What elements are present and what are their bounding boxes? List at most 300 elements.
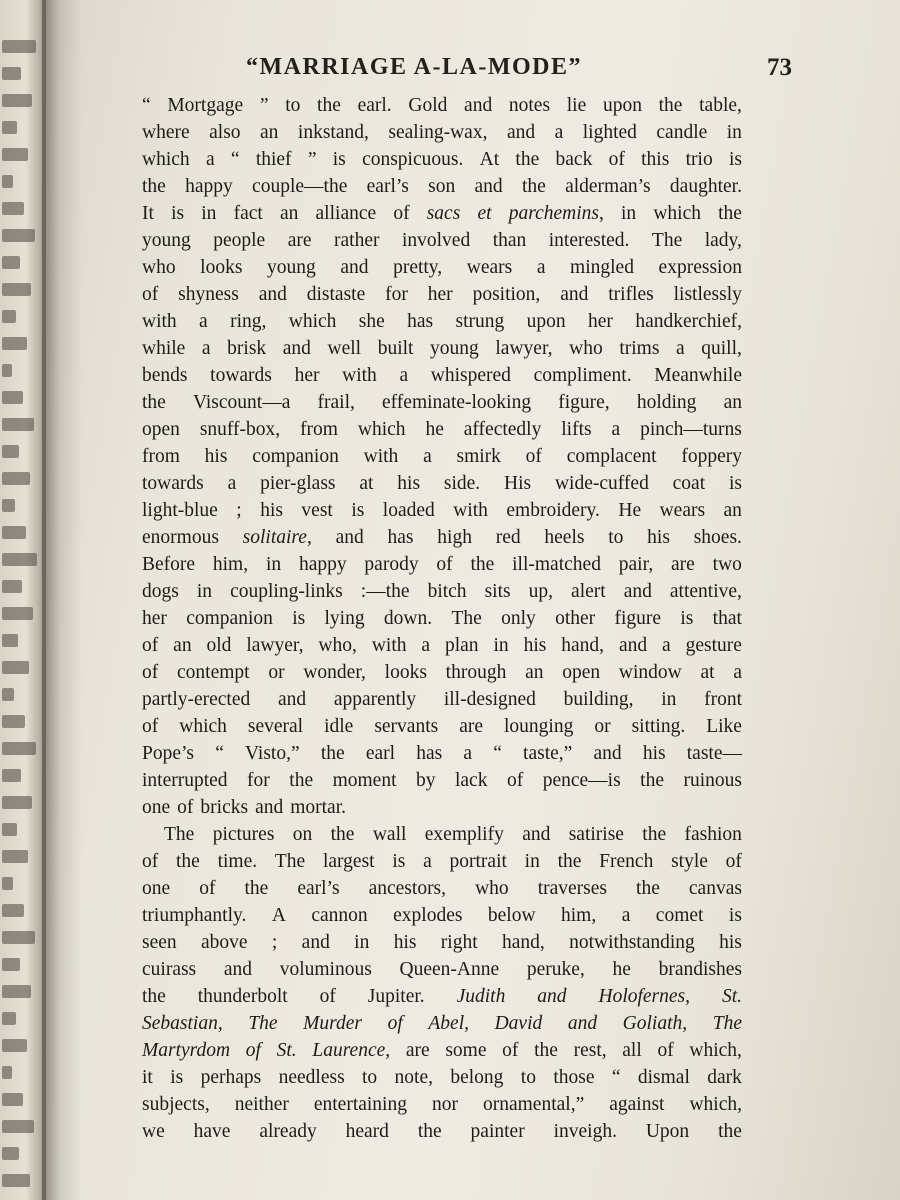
word: people xyxy=(213,230,266,251)
word: perhaps xyxy=(200,1067,262,1088)
word: sitting. xyxy=(631,716,686,737)
word: parody xyxy=(364,554,419,575)
word: are xyxy=(459,716,484,737)
word: Meanwhile xyxy=(654,365,742,386)
word: several xyxy=(247,716,304,737)
word: while xyxy=(142,338,186,359)
text-line xyxy=(142,146,742,173)
word: his xyxy=(719,932,742,953)
word: Visto,” xyxy=(245,743,300,764)
word: trims xyxy=(619,338,660,359)
facing-page-text-fragment xyxy=(2,121,17,134)
word: the xyxy=(521,176,546,197)
word: red xyxy=(495,527,521,548)
word: right xyxy=(440,932,478,953)
word: vest xyxy=(301,500,333,521)
word: candle xyxy=(656,122,708,143)
word: a xyxy=(205,149,215,170)
facing-page-text-fragment xyxy=(2,877,13,890)
word: one xyxy=(142,878,171,899)
running-head xyxy=(246,54,792,88)
word: who xyxy=(475,878,509,899)
word: Gold xyxy=(408,95,448,116)
word: interrupted xyxy=(142,770,228,791)
word: a xyxy=(421,635,431,656)
word: Like xyxy=(706,716,742,737)
word: “ xyxy=(142,95,151,116)
word: parchemins, xyxy=(508,203,604,224)
word: and xyxy=(340,257,369,278)
word: the xyxy=(142,986,166,1007)
word: enormous xyxy=(142,527,219,548)
word: Mortgage xyxy=(167,95,244,116)
word: note, xyxy=(394,1067,433,1088)
word: are xyxy=(671,554,695,575)
word: well xyxy=(327,338,362,359)
word: open xyxy=(142,419,180,440)
word: him, xyxy=(561,905,597,926)
word: or xyxy=(268,662,285,683)
facing-page-text-fragment xyxy=(2,499,15,512)
word: strung xyxy=(455,311,505,332)
word: a xyxy=(621,905,631,926)
text-line xyxy=(142,551,742,578)
word: that xyxy=(712,608,742,629)
word: pair, xyxy=(618,554,654,575)
word: with xyxy=(453,500,488,521)
word: where xyxy=(142,122,190,143)
word: an xyxy=(173,635,192,656)
word: is xyxy=(170,1067,184,1088)
text-line xyxy=(142,335,742,362)
word: some xyxy=(445,1040,487,1061)
word: :—the xyxy=(360,581,410,602)
facing-page-text-fragment xyxy=(2,148,28,161)
word: The xyxy=(712,1013,742,1034)
word: of xyxy=(142,851,159,872)
word: a xyxy=(676,338,685,359)
word: down. xyxy=(383,608,433,629)
word: inveigh. xyxy=(553,1121,617,1142)
word: he xyxy=(612,959,631,980)
word: son xyxy=(428,176,456,197)
word: to xyxy=(608,527,624,548)
word: is xyxy=(392,851,406,872)
text-line xyxy=(142,767,742,794)
word: looks xyxy=(384,662,427,683)
word: whispered xyxy=(430,365,511,386)
word: earl xyxy=(365,743,396,764)
facing-page-text-fragment xyxy=(2,823,17,836)
word: of xyxy=(502,1040,519,1061)
word: and xyxy=(623,581,652,602)
word: with xyxy=(363,446,399,467)
word: pretty, xyxy=(393,257,443,278)
word: Before xyxy=(142,554,196,575)
word: and xyxy=(277,689,307,710)
word: and xyxy=(537,986,567,1007)
word: and xyxy=(282,338,311,359)
word: satirise xyxy=(568,824,624,845)
word: The xyxy=(651,230,683,251)
word: companion xyxy=(186,608,273,629)
word: a xyxy=(611,419,621,440)
word: exemplify xyxy=(424,824,504,845)
word: high xyxy=(437,527,472,548)
word: built xyxy=(377,338,414,359)
word: sits xyxy=(484,581,511,602)
word: frail, xyxy=(317,392,355,413)
word: is xyxy=(728,905,742,926)
word: Judith xyxy=(456,986,506,1007)
word: wears xyxy=(466,257,513,278)
word: lying xyxy=(324,608,365,629)
word: Viscount—a xyxy=(192,392,291,413)
word: to xyxy=(520,1067,536,1088)
word: Sebastian, xyxy=(142,1013,223,1034)
word: coat xyxy=(672,473,706,494)
word: companion xyxy=(252,446,339,467)
word: his xyxy=(647,527,670,548)
word: which, xyxy=(689,1094,742,1115)
text-line xyxy=(142,1118,742,1145)
word: ancestors, xyxy=(368,878,447,899)
word: Holofernes, xyxy=(598,986,691,1007)
word: voluminous xyxy=(279,959,372,980)
word: His xyxy=(504,473,532,494)
word: a xyxy=(423,446,432,467)
word: mortar. xyxy=(290,797,346,818)
word: rather xyxy=(334,230,380,251)
word: A xyxy=(271,905,286,926)
word: of xyxy=(142,716,159,737)
text-line xyxy=(142,578,742,605)
word: The xyxy=(248,1013,278,1034)
word: is xyxy=(728,473,742,494)
word: the xyxy=(289,770,314,791)
word: hand, xyxy=(501,932,545,953)
word: old xyxy=(206,635,232,656)
word: happy xyxy=(298,554,347,575)
facing-page-text-fragment xyxy=(2,526,26,539)
word: foppery xyxy=(681,446,742,467)
word: lawyer, xyxy=(246,635,304,656)
word: lawyer, xyxy=(495,338,553,359)
word: ; xyxy=(236,500,242,521)
word: trifles xyxy=(608,284,654,305)
text-line xyxy=(142,875,742,902)
word: an xyxy=(723,392,742,413)
word: and xyxy=(474,176,503,197)
word: listlessly xyxy=(673,284,742,305)
word: the xyxy=(557,851,582,872)
word: Abel, xyxy=(428,1013,469,1034)
word: The xyxy=(274,851,306,872)
word: “ xyxy=(215,743,224,764)
word: subjects, xyxy=(142,1094,210,1115)
book-page xyxy=(46,0,900,1200)
word: lighted xyxy=(582,122,637,143)
word: distaste xyxy=(306,284,366,305)
text-line xyxy=(142,227,742,254)
word: below xyxy=(487,905,536,926)
word: The xyxy=(164,824,195,845)
word: servants xyxy=(374,716,439,737)
word: already xyxy=(259,1121,317,1142)
facing-page-text-fragment xyxy=(2,1093,23,1106)
word: and xyxy=(506,122,536,143)
word: building, xyxy=(563,689,634,710)
facing-page-text-fragment xyxy=(2,1120,34,1133)
word: the xyxy=(176,851,200,872)
word: wonder, xyxy=(303,662,366,683)
word: of xyxy=(177,797,194,818)
text-line xyxy=(142,929,742,956)
word: wears xyxy=(659,500,706,521)
word: coupling-links xyxy=(230,581,343,602)
word: a xyxy=(227,473,237,494)
word: ; xyxy=(271,932,278,953)
word: He xyxy=(618,500,642,521)
word: who, xyxy=(318,635,357,656)
word: apparently xyxy=(333,689,417,710)
word: lie xyxy=(566,95,587,116)
facing-page-text-fragment xyxy=(2,688,14,701)
text-line xyxy=(142,1064,742,1091)
word: at xyxy=(700,662,715,683)
text-line xyxy=(142,362,742,389)
word: et xyxy=(477,203,492,224)
text-line xyxy=(142,1010,742,1037)
word: young xyxy=(267,257,316,278)
word: on xyxy=(292,824,313,845)
facing-page-text-fragment xyxy=(2,391,23,404)
word: of xyxy=(725,851,742,872)
text-line xyxy=(142,713,742,740)
word: the xyxy=(658,95,683,116)
text-line xyxy=(142,983,742,1010)
text-line xyxy=(142,659,742,686)
word: portrait xyxy=(449,851,507,872)
text-line xyxy=(142,902,742,929)
word: his xyxy=(523,635,547,656)
word: David xyxy=(494,1013,543,1034)
word: of xyxy=(608,149,625,170)
word: solitaire, xyxy=(242,527,312,548)
word: which xyxy=(357,419,406,440)
word: pier-glass xyxy=(260,473,336,494)
word: earl’s xyxy=(366,176,409,197)
word: young xyxy=(430,338,479,359)
word: snuff-box, xyxy=(199,419,281,440)
word: Queen-Anne xyxy=(399,959,500,980)
word: nor xyxy=(431,1094,458,1115)
word: alert xyxy=(571,581,606,602)
word: involved xyxy=(401,230,471,251)
facing-page-text-fragment xyxy=(2,850,28,863)
word: above xyxy=(201,932,248,953)
facing-page-text-fragment xyxy=(2,256,20,269)
word: her xyxy=(427,284,453,305)
word: Pope’s xyxy=(142,743,195,764)
word: the xyxy=(417,1121,442,1142)
text-line xyxy=(142,524,742,551)
word: has xyxy=(407,311,434,332)
text-line xyxy=(142,173,742,200)
word: in xyxy=(354,932,370,953)
word: lady, xyxy=(704,230,742,251)
word: holding xyxy=(636,392,697,413)
word: effeminate-looking xyxy=(382,392,532,413)
word: which xyxy=(142,149,190,170)
word: are xyxy=(287,230,312,251)
word: with xyxy=(342,365,377,386)
word: a xyxy=(536,257,546,278)
word: young xyxy=(142,230,191,251)
word: the xyxy=(515,149,540,170)
word: dogs xyxy=(142,581,179,602)
word: she xyxy=(358,311,385,332)
word: the xyxy=(317,95,341,116)
facing-page-text-fragment xyxy=(2,337,27,350)
word: triumphantly. xyxy=(142,905,247,926)
word: fashion xyxy=(684,824,742,845)
word: comet xyxy=(655,905,704,926)
word: which xyxy=(288,311,337,332)
word: and xyxy=(258,284,287,305)
word: to xyxy=(362,1067,378,1088)
word: rest, xyxy=(573,1040,607,1061)
facing-page-text-fragment xyxy=(2,472,30,485)
facing-page-text-fragment xyxy=(2,769,21,782)
word: pinch—turns xyxy=(640,419,742,440)
word: is xyxy=(351,500,365,521)
word: partly-erected xyxy=(142,689,251,710)
word: the xyxy=(244,878,269,899)
word: of xyxy=(387,1013,403,1034)
word: notwithstanding xyxy=(569,932,695,953)
word: earl’s xyxy=(297,878,340,899)
word: brisk xyxy=(227,338,267,359)
word: sealing-wax, xyxy=(388,122,488,143)
text-line xyxy=(142,254,742,281)
word: needless xyxy=(278,1067,345,1088)
word: bends xyxy=(142,365,188,386)
word: painter xyxy=(470,1121,525,1142)
word: a xyxy=(399,365,409,386)
word: cuirass xyxy=(142,959,197,980)
word: embroidery. xyxy=(506,500,600,521)
word: and xyxy=(335,527,364,548)
word: upon xyxy=(526,311,566,332)
word: him, xyxy=(212,554,249,575)
word: the xyxy=(470,554,495,575)
word: thunderbolt xyxy=(197,986,288,1007)
word: a xyxy=(662,635,671,656)
text-line xyxy=(142,848,742,875)
word: the xyxy=(142,392,166,413)
word: expression xyxy=(658,257,742,278)
word: and xyxy=(223,959,253,980)
word: contempt xyxy=(177,662,250,683)
word: with xyxy=(142,311,177,332)
text-line xyxy=(142,119,742,146)
word: ill-designed xyxy=(443,689,536,710)
word: plan xyxy=(444,635,479,656)
word: of xyxy=(142,284,159,305)
word: has xyxy=(416,743,443,764)
word: attentive, xyxy=(669,581,742,602)
word: an xyxy=(525,662,544,683)
page-number: 73 xyxy=(767,54,792,81)
word: figure, xyxy=(558,392,610,413)
text-line xyxy=(142,686,742,713)
word: French xyxy=(599,851,654,872)
word: window xyxy=(618,662,682,683)
facing-page-text-fragment xyxy=(2,958,20,971)
word: table, xyxy=(699,95,742,116)
word: fact xyxy=(233,203,263,224)
word: position, xyxy=(472,284,541,305)
word: it xyxy=(142,1067,153,1088)
facing-page-text-fragment xyxy=(2,40,36,53)
facing-page-text-fragment xyxy=(2,796,32,809)
word: loaded xyxy=(382,500,435,521)
word: is xyxy=(171,203,185,224)
word: shyness xyxy=(178,284,239,305)
word: taste— xyxy=(686,743,742,764)
word: inkstand, xyxy=(297,122,369,143)
word: alliance xyxy=(315,203,377,224)
word: of xyxy=(506,770,524,791)
word: and xyxy=(255,797,284,818)
text-line xyxy=(142,200,742,227)
word: “ xyxy=(611,1067,621,1088)
word: of xyxy=(436,554,453,575)
word: heard xyxy=(345,1121,389,1142)
word: who xyxy=(569,338,603,359)
facing-page-text-fragment xyxy=(2,1174,30,1187)
word: in xyxy=(621,203,637,224)
word: It xyxy=(142,203,154,224)
facing-page-text-fragment xyxy=(2,931,35,944)
word: from xyxy=(142,446,180,467)
word: in xyxy=(201,203,217,224)
word: The xyxy=(451,608,482,629)
word: with xyxy=(371,635,407,656)
facing-page-text-fragment xyxy=(2,904,24,917)
word: figure xyxy=(614,608,662,629)
word: or xyxy=(594,716,611,737)
word: style xyxy=(671,851,708,872)
word: has xyxy=(387,527,414,548)
facing-page-text-fragment xyxy=(2,634,18,647)
word: one xyxy=(142,797,171,818)
word: moment xyxy=(332,770,397,791)
word: looks xyxy=(200,257,243,278)
facing-page-text-fragment xyxy=(2,715,25,728)
word: for xyxy=(385,284,408,305)
word: “ xyxy=(493,743,502,764)
text-line xyxy=(142,443,742,470)
word: trio xyxy=(685,149,713,170)
text-line xyxy=(142,470,742,497)
word: a xyxy=(201,338,211,359)
body-text xyxy=(142,92,742,1145)
word: shoes. xyxy=(693,527,742,548)
facing-page-text-fragment xyxy=(2,310,16,323)
word: pictures xyxy=(212,824,275,845)
